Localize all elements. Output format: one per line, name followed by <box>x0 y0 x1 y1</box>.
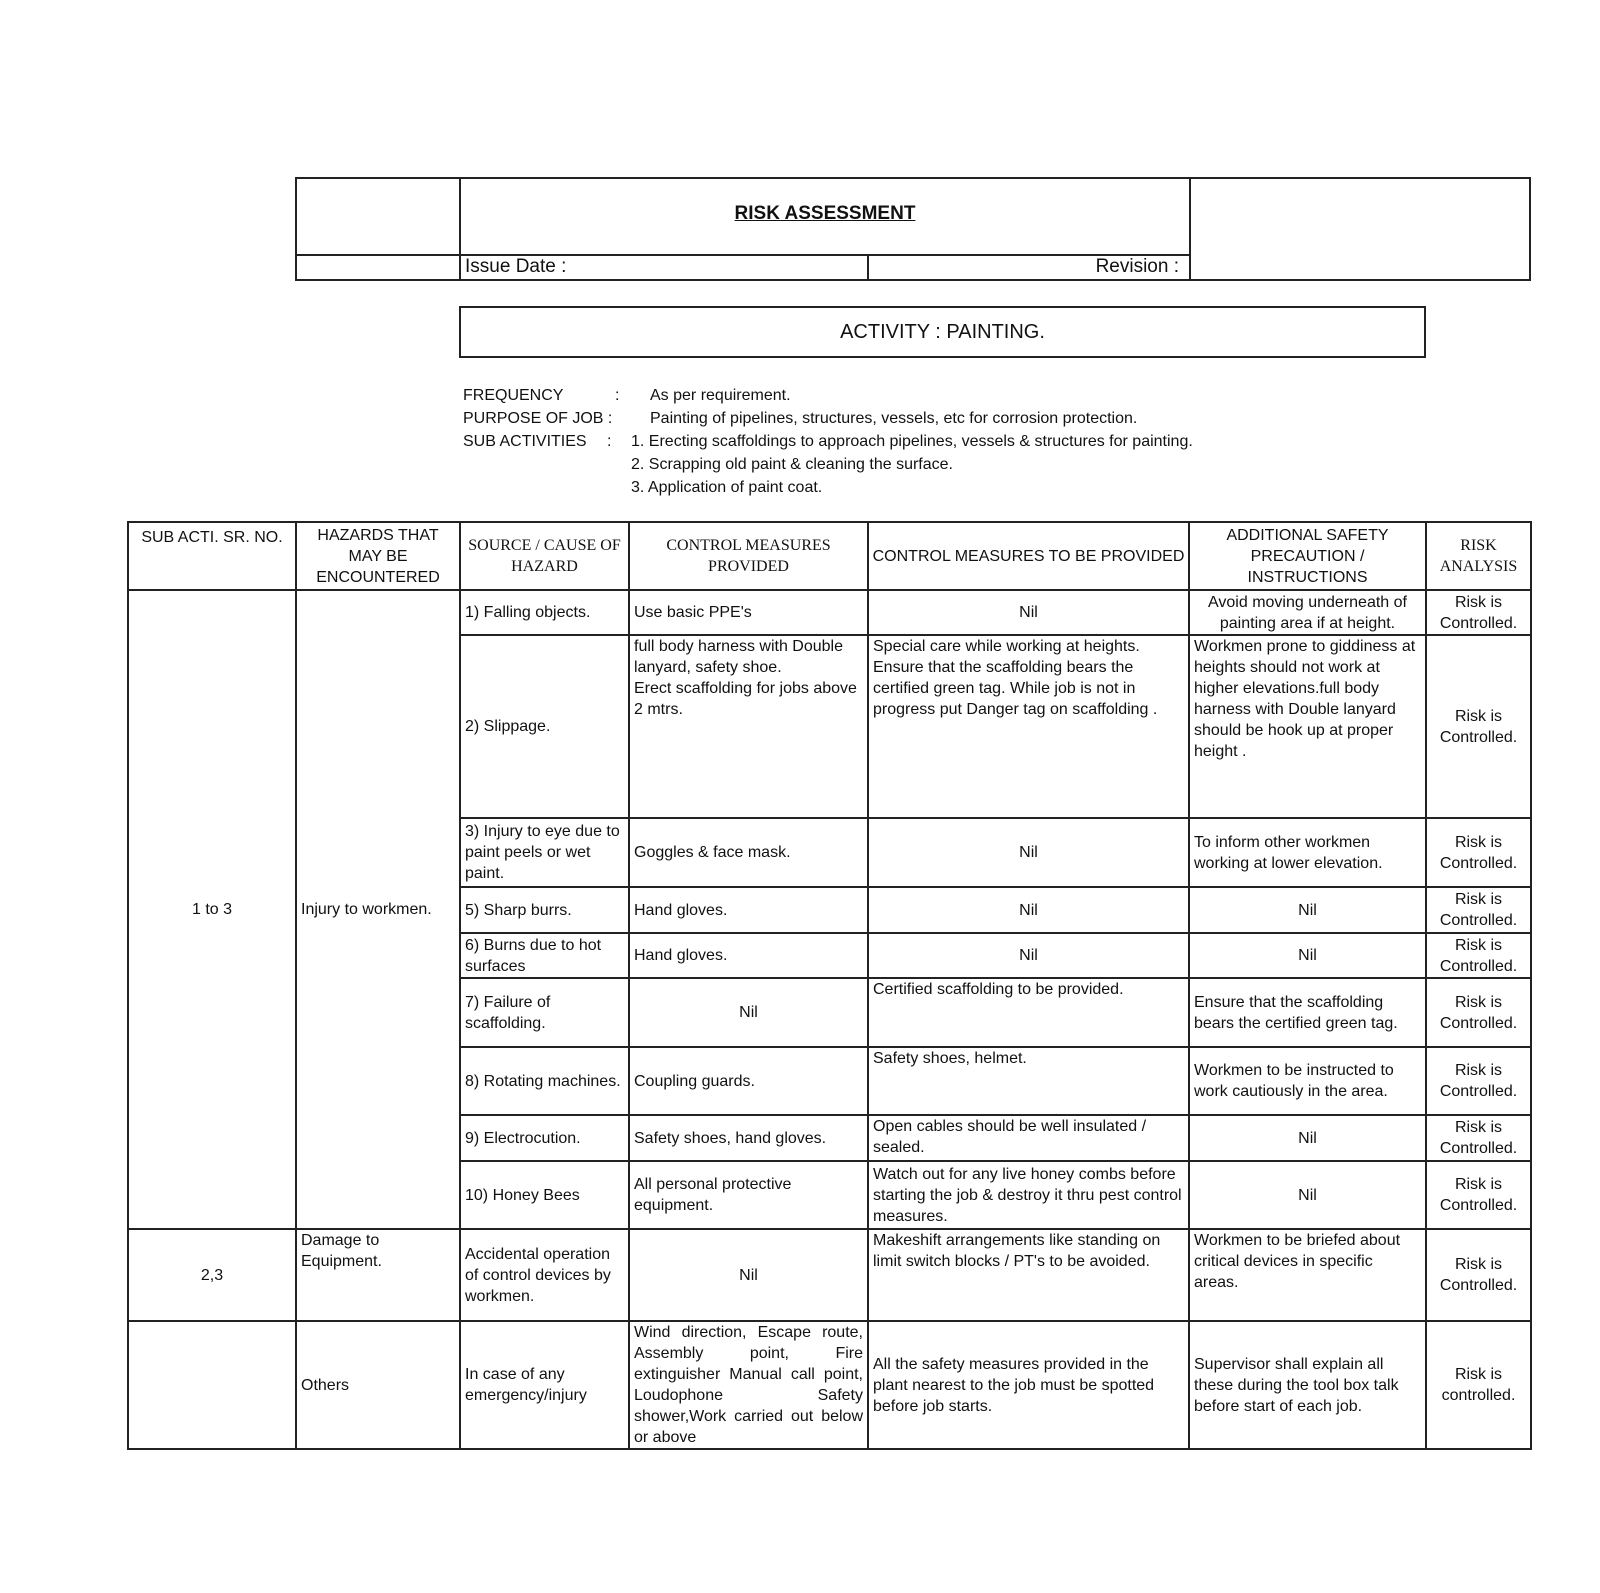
risk-table <box>127 521 1532 1450</box>
colon: : <box>615 387 620 404</box>
header-risk-analysis: RISK ANALYSIS <box>1426 522 1531 590</box>
control-provided-cell: Hand gloves. <box>629 933 868 978</box>
control-provided-cell: All personal protective equipment. <box>629 1161 868 1229</box>
control-to-be-provided-cell: Safety shoes, helmet. <box>868 1047 1189 1115</box>
additional-safety-cell: Nil <box>1189 1161 1426 1229</box>
additional-safety-cell: Nil <box>1189 933 1426 978</box>
control-provided-cell: Goggles & face mask. <box>629 818 868 887</box>
control-to-be-provided-cell: All the safety measures provided in the plant nearest to the job must be spotted before job starts. <box>868 1321 1189 1449</box>
additional-safety-cell: Workmen prone to giddiness at heights should not work at higher elevations.full body harness with Double lanyard should be hook up at proper height . <box>1189 635 1426 818</box>
table-header-row <box>128 522 1531 590</box>
source-cell: 5) Sharp burrs. <box>460 887 629 933</box>
source-cell: 2) Slippage. <box>460 635 629 818</box>
risk-analysis-cell: Risk is Controlled. <box>1426 635 1531 818</box>
risk-analysis-cell: Risk is Controlled. <box>1426 1229 1531 1321</box>
risk-analysis-cell: Risk is Controlled. <box>1426 1115 1531 1161</box>
control-provided-cell: Wind direction, Escape route, Assembly point, Fire extinguisher Manual call point, Loudophone Safety shower,Work carried out below or above <box>629 1321 868 1449</box>
sr-no-cell: 1 to 3 <box>128 590 296 1229</box>
control-to-be-provided-cell: Watch out for any live honey combs before starting the job & destroy it thru pest control measures. <box>868 1161 1189 1229</box>
purpose-value: Painting of pipelines, structures, vessels, etc for corrosion protection. <box>650 410 1138 427</box>
additional-safety-cell: Nil <box>1189 887 1426 933</box>
control-to-be-provided-cell: Special care while working at heights. Ensure that the scaffolding bears the certified green tag. While job is not in progress put Danger tag on scaffolding . <box>868 635 1189 818</box>
document-title: RISK ASSESSMENT <box>734 203 916 224</box>
frequency-value: As per requirement. <box>650 387 791 404</box>
sub-activity-item: 1. Erecting scaffoldings to approach pipelines, vessels & structures for painting. <box>631 433 1193 450</box>
control-provided-cell: Use basic PPE's <box>629 590 868 635</box>
logo-cell <box>297 179 461 279</box>
control-to-be-provided-cell: Nil <box>868 887 1189 933</box>
control-to-be-provided-cell: Open cables should be well insulated / sealed. <box>868 1115 1189 1161</box>
header-control-to-be-provided: CONTROL MEASURES TO BE PROVIDED <box>868 522 1189 590</box>
header-source: SOURCE / CAUSE OF HAZARD <box>460 522 629 590</box>
source-cell: 3) Injury to eye due to paint peels or wet paint. <box>460 818 629 887</box>
table-row <box>128 590 1531 635</box>
control-provided-cell: full body harness with Double lanyard, safety shoe. Erect scaffolding for jobs above 2 mtrs. <box>629 635 868 818</box>
sub-activity-item: 3. Application of paint coat. <box>631 479 823 496</box>
source-cell: 7) Failure of scaffolding. <box>460 978 629 1047</box>
control-to-be-provided-cell: Makeshift arrangements like standing on limit switch blocks / PT's to be avoided. <box>868 1229 1189 1321</box>
activity-title: ACTIVITY : PAINTING. <box>459 306 1426 358</box>
additional-safety-cell: Ensure that the scaffolding bears the certified green tag. <box>1189 978 1426 1047</box>
source-cell: 9) Electrocution. <box>460 1115 629 1161</box>
risk-analysis-cell: Risk is Controlled. <box>1426 933 1531 978</box>
hazard-cell: Damage to Equipment. <box>296 1229 460 1321</box>
control-provided-cell: Nil <box>629 978 868 1047</box>
sub-activity-item: 2. Scrapping old paint & cleaning the surface. <box>631 456 953 473</box>
sub-activities-label: SUB ACTIVITIES <box>463 433 587 450</box>
revision-label: Revision : <box>1095 256 1179 277</box>
control-to-be-provided-cell: Nil <box>868 933 1189 978</box>
sr-no-cell <box>128 1321 296 1449</box>
document-header <box>295 177 1531 281</box>
risk-analysis-cell: Risk is Controlled. <box>1426 590 1531 635</box>
additional-safety-cell: To inform other workmen working at lower elevation. <box>1189 818 1426 887</box>
additional-safety-cell: Nil <box>1189 1115 1426 1161</box>
risk-analysis-cell: Risk is Controlled. <box>1426 978 1531 1047</box>
control-provided-cell: Hand gloves. <box>629 887 868 933</box>
additional-safety-cell: Supervisor shall explain all these during the tool box talk before start of each job. <box>1189 1321 1426 1449</box>
issue-date-label: Issue Date : <box>461 256 869 279</box>
control-provided-cell: Nil <box>629 1229 868 1321</box>
source-cell: 10) Honey Bees <box>460 1161 629 1229</box>
hazard-cell: Others <box>296 1321 460 1449</box>
header-sr-no: SUB ACTI. SR. NO. <box>128 522 296 590</box>
doc-number-cell <box>1189 179 1529 279</box>
frequency-label: FREQUENCY <box>463 387 564 404</box>
table-row <box>128 1321 1531 1449</box>
control-to-be-provided-cell: Certified scaffolding to be provided. <box>868 978 1189 1047</box>
source-cell: In case of any emergency/injury <box>460 1321 629 1449</box>
risk-analysis-cell: Risk is controlled. <box>1426 1321 1531 1449</box>
header-additional-safety: ADDITIONAL SAFETY PRECAUTION / INSTRUCTIONS <box>1189 522 1426 590</box>
source-cell: 1) Falling objects. <box>460 590 629 635</box>
sr-no-cell: 2,3 <box>128 1229 296 1321</box>
risk-analysis-cell: Risk is Controlled. <box>1426 1161 1531 1229</box>
additional-safety-cell: Workmen to be briefed about critical devices in specific areas. <box>1189 1229 1426 1321</box>
source-cell: 8) Rotating machines. <box>460 1047 629 1115</box>
header-hazards: HAZARDS THAT MAY BE ENCOUNTERED <box>296 522 460 590</box>
control-to-be-provided-cell: Nil <box>868 590 1189 635</box>
purpose-label: PURPOSE OF JOB : <box>463 410 613 427</box>
table-row <box>128 1229 1531 1321</box>
source-cell: 6) Burns due to hot surfaces <box>460 933 629 978</box>
control-provided-cell: Safety shoes, hand gloves. <box>629 1115 868 1161</box>
colon: : <box>607 433 612 450</box>
control-provided-cell: Coupling guards. <box>629 1047 868 1115</box>
additional-safety-cell: Avoid moving underneath of painting area if at height. <box>1189 590 1426 635</box>
hazard-cell: Injury to workmen. <box>296 590 460 1229</box>
risk-analysis-cell: Risk is Controlled. <box>1426 887 1531 933</box>
header-control-provided: CONTROL MEASURES PROVIDED <box>629 522 868 590</box>
control-to-be-provided-cell: Nil <box>868 818 1189 887</box>
risk-analysis-cell: Risk is Controlled. <box>1426 818 1531 887</box>
source-cell: Accidental operation of control devices by workmen. <box>460 1229 629 1321</box>
risk-analysis-cell: Risk is Controlled. <box>1426 1047 1531 1115</box>
additional-safety-cell: Workmen to be instructed to work cautiously in the area. <box>1189 1047 1426 1115</box>
